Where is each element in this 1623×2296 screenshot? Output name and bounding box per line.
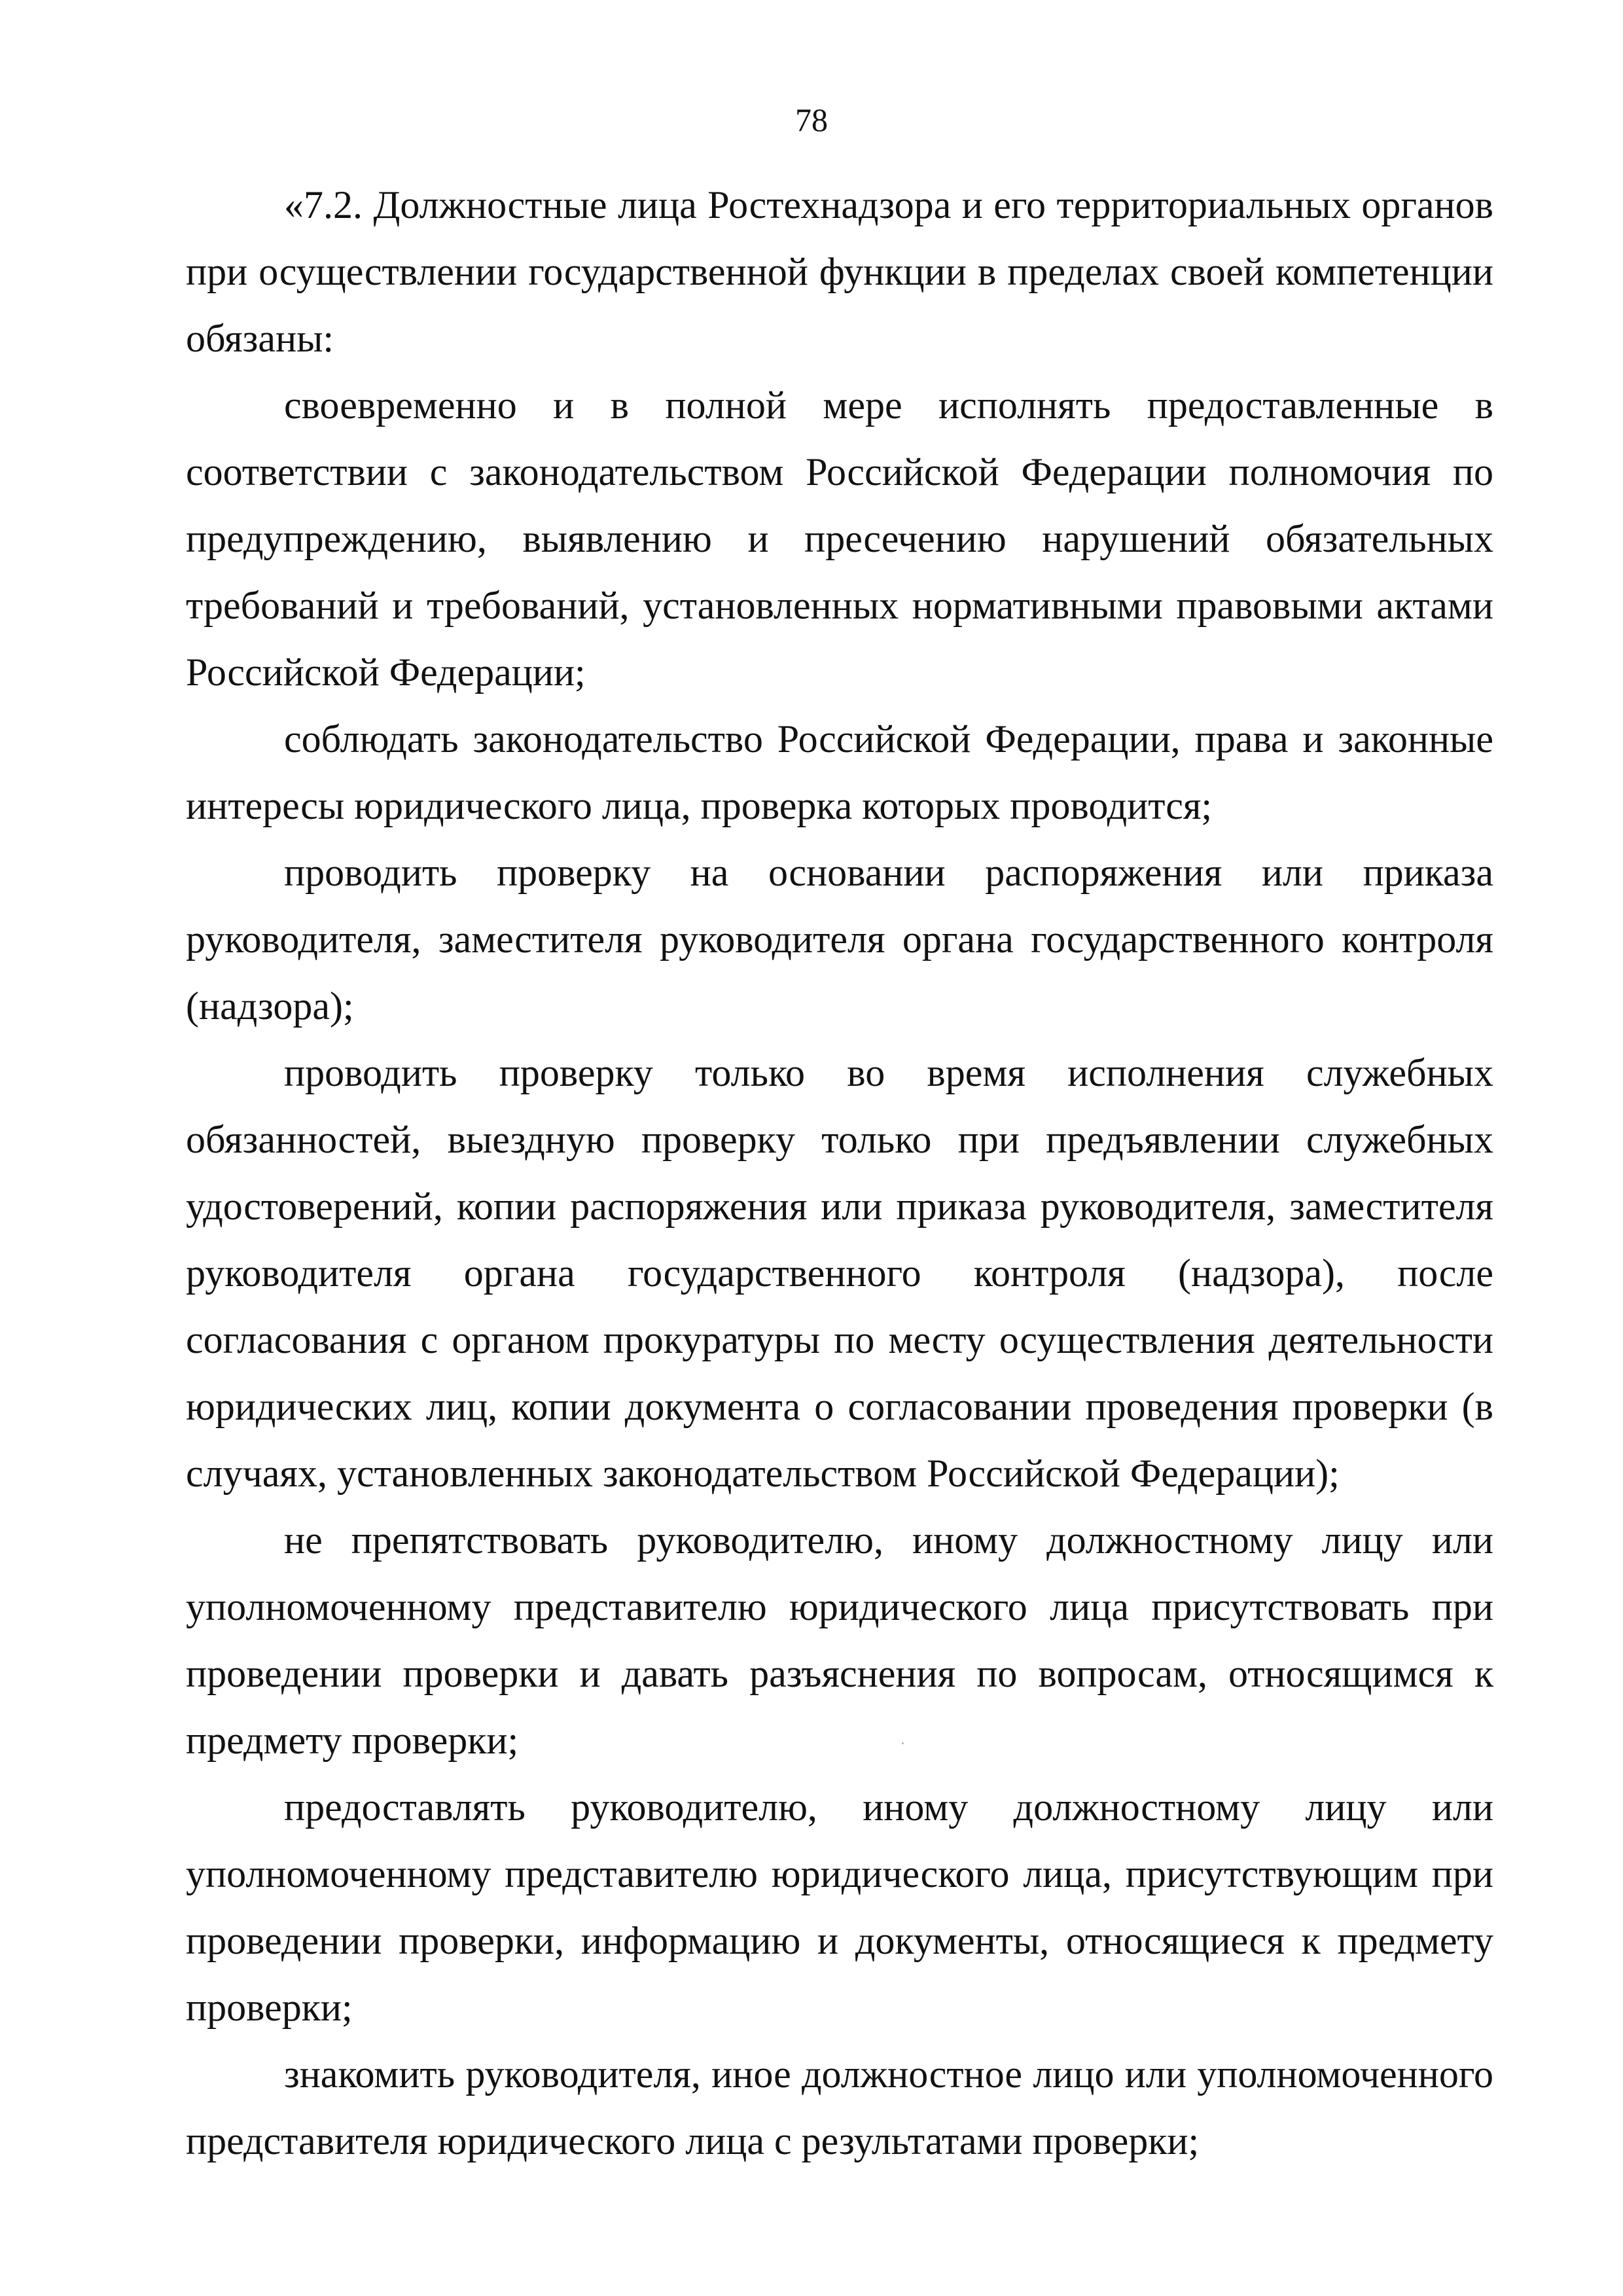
scan-speck (902, 1742, 904, 1744)
paragraph-duties-intro: «7.2. Должностные лица Ростехнадзора и его территориальных органов при осуществлении государственной функции в пределах своей компетенции обязаны: (186, 183, 1493, 360)
document-body (186, 171, 1493, 2174)
paragraph-inspection-conditions: проводить проверку только во время исполнения служебных обязанностей, выездную проверку только при предъявлении служебных удостоверений, копии распоряжения или приказа руководителя, заместителя руководителя органа государственного контроля (надзора), после согласования с органом прокуратуры по месту осуществления деятельности юридических лиц, копии документа о согласовании проведения проверки (в случаях, установленных законодательством Российской Федерации); (186, 1051, 1493, 1495)
paragraph-exercise-powers: своевременно и в полной мере исполнять предоставленные в соответствии с законодательством Российской Федерации полномочия по предупреждению, выявлению и пресечению нарушений обязательных требований и требований, установленных нормативными правовыми актами Российской Федерации; (186, 384, 1493, 694)
page-number: 78 (795, 101, 828, 138)
paragraph-inspection-basis: проводить проверку на основании распоряжения или приказа руководителя, заместителя руководителя органа государственного контроля (надзора); (186, 851, 1493, 1028)
paragraph-observe-law: соблюдать законодательство Российской Федерации, права и законные интересы юридического лица, проверка которых проводится; (186, 717, 1493, 827)
paragraph-acquaint-results: знакомить руководителя, иное должностное лицо или уполномоченного представителя юридического лица с результатами проверки; (186, 2053, 1493, 2162)
paragraph-not-obstruct: не препятствовать руководителю, иному должностному лицу или уполномоченному представителю юридического лица присутствовать при проведении проверки и давать разъяснения по вопросам, относящимся к предмету проверки; (186, 1518, 1493, 1762)
paragraph-provide-information: предоставлять руководителю, иному должностному лицу или уполномоченному представителю юридического лица, присутствующим при проведении проверки, информацию и документы, относящиеся к предмету проверки; (186, 1785, 1493, 2029)
